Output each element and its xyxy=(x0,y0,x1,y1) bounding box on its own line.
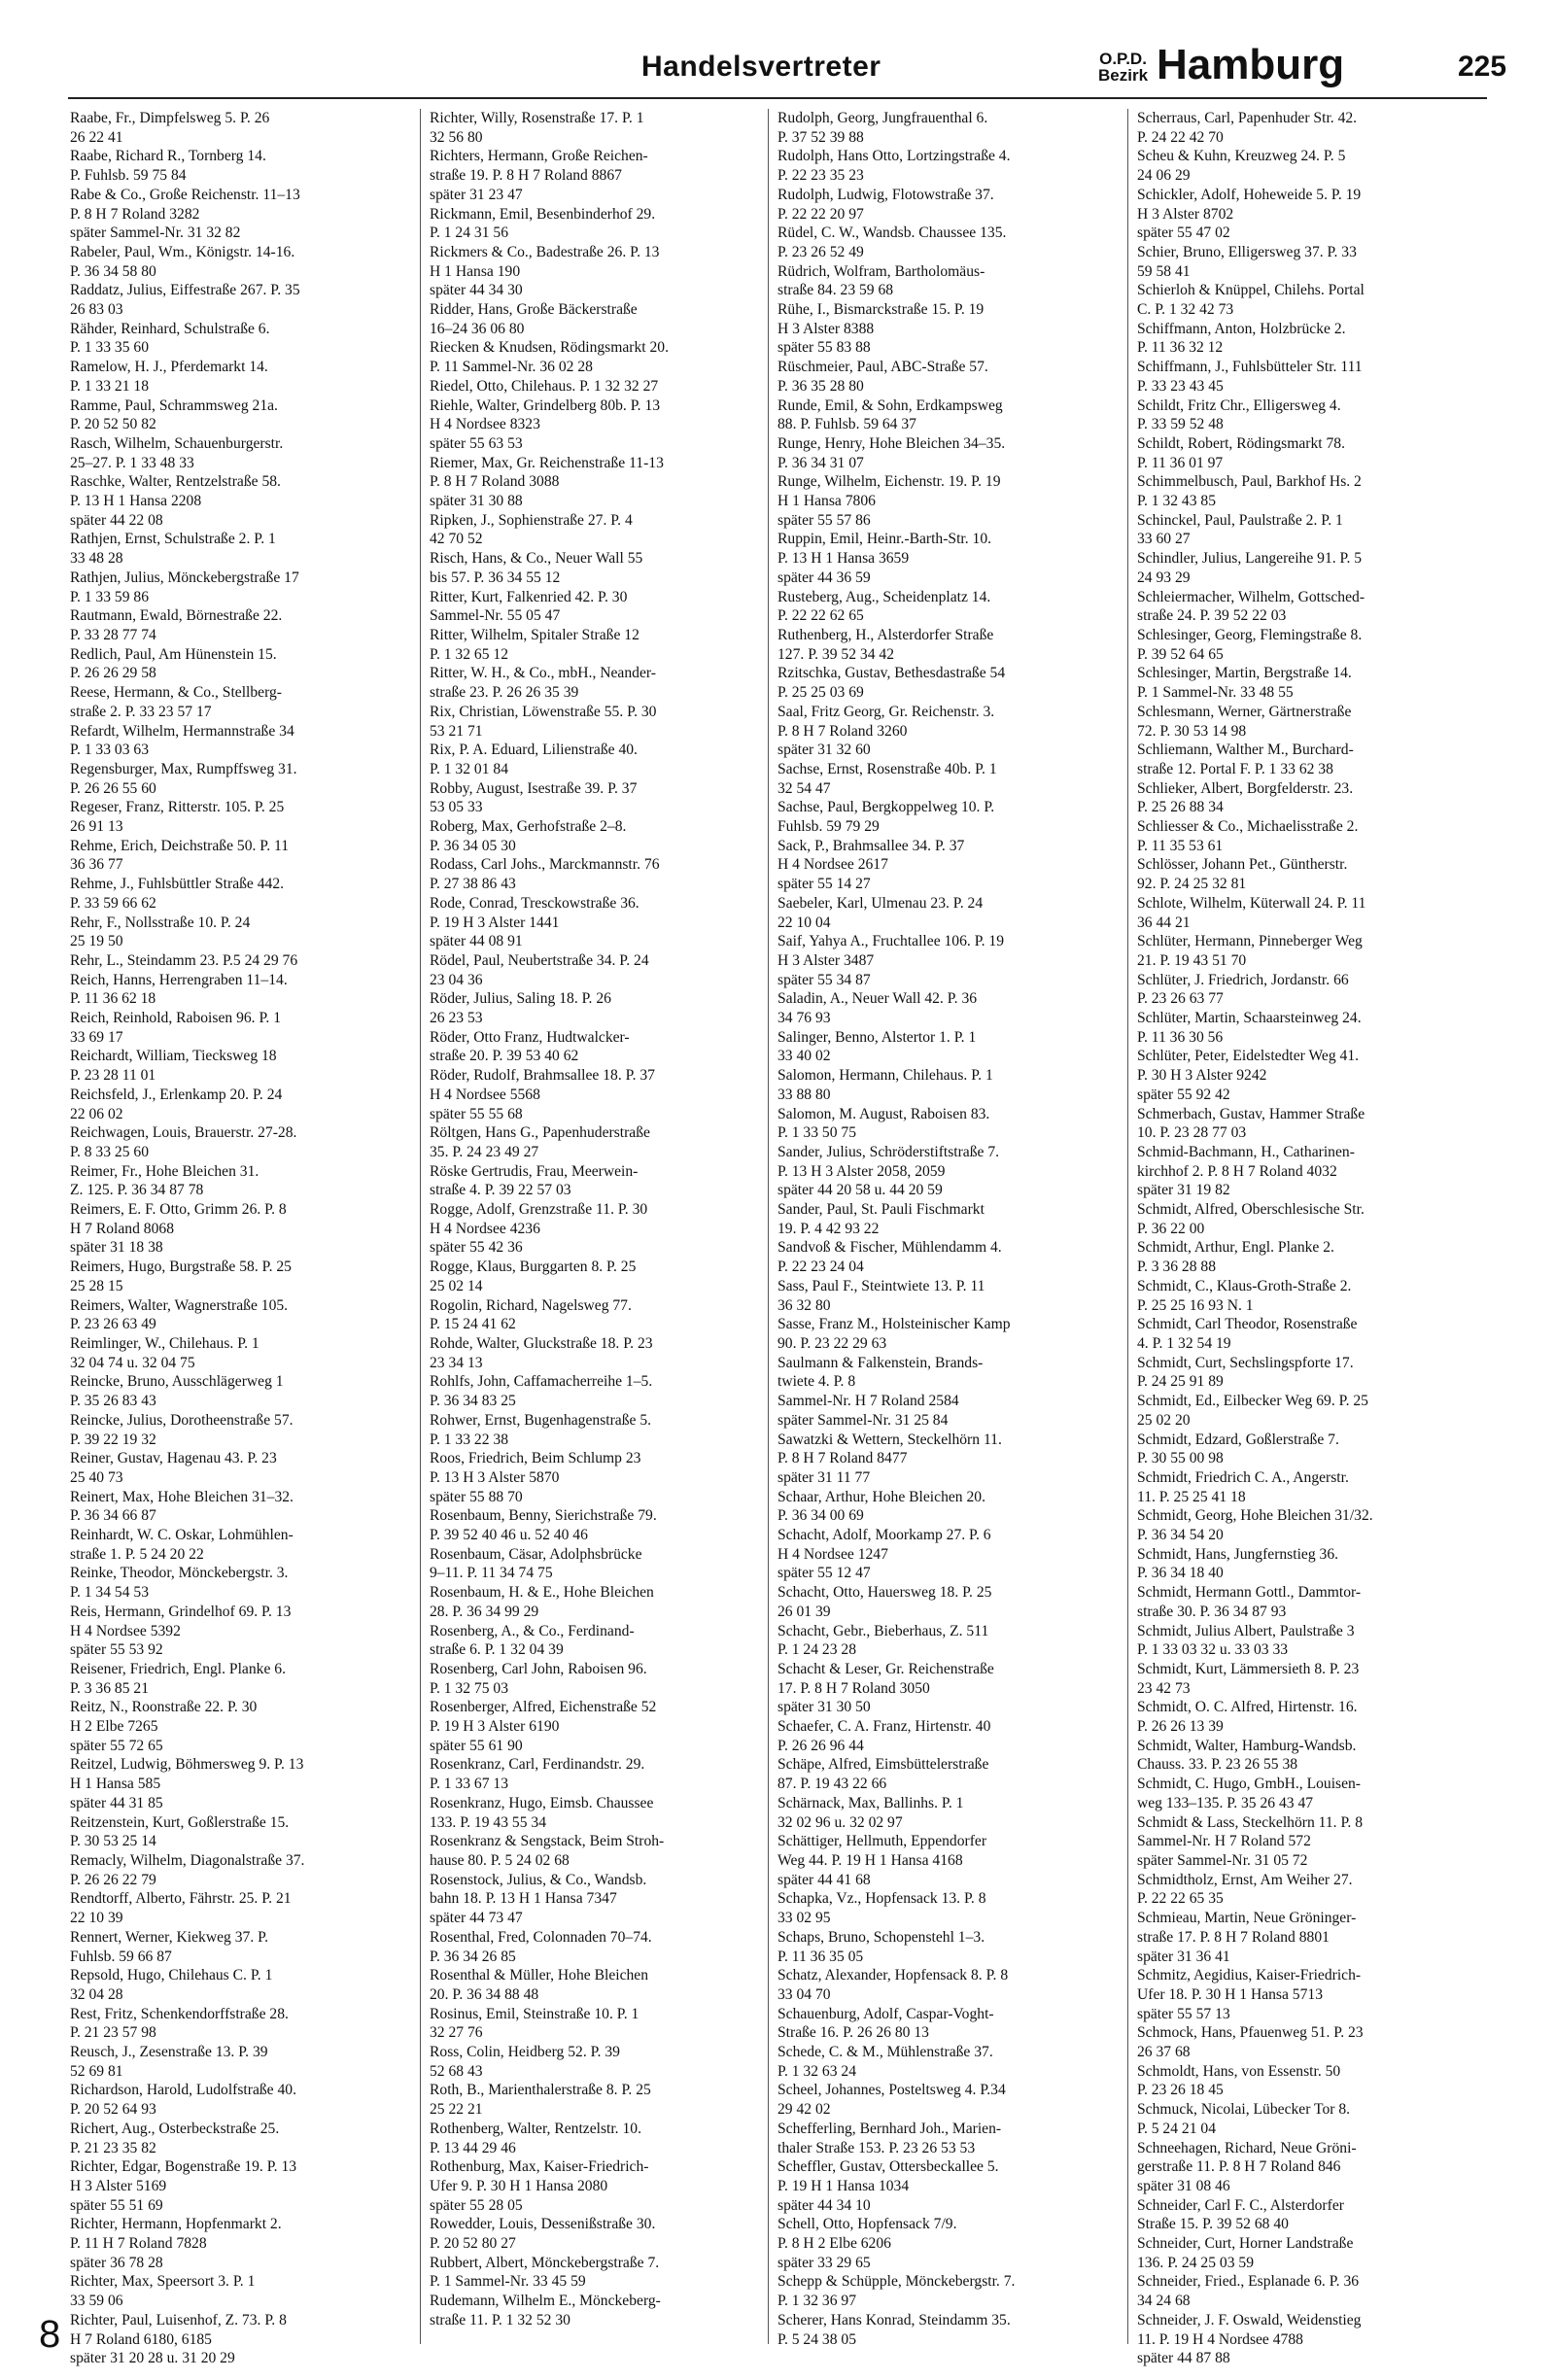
directory-entry: Schlüter, Martin, Schaarsteinweg 24. P. 11 36 30 56 xyxy=(1137,1010,1362,1046)
directory-entry: Rähder, Reinhard, Schulstraße 6. P. 1 33 35 60 xyxy=(70,320,270,357)
directory-entry: Reimers, Walter, Wagnerstraße 105. P. 23 26 63 49 xyxy=(70,1296,289,1333)
directory-entry: Schneider, Fried., Esplanade 6. P. 36 34 24 68 xyxy=(1137,2273,1360,2310)
column-2 xyxy=(430,109,770,2330)
section-title: Handelsvertreter xyxy=(641,51,881,83)
directory-entry: Schmidtholz, Ernst, Am Weiher 27. P. 22 22 65 35 xyxy=(1137,1871,1353,1908)
directory-entry: Reich, Reinhold, Raboisen 96. P. 1 33 69 17 xyxy=(70,1010,282,1046)
directory-entry: Schmidt, Edzard, Goßlerstraße 7. P. 30 55 00 98 xyxy=(1137,1431,1339,1467)
directory-entry: Reimers, Hugo, Burgstraße 58. P. 25 25 28 15 xyxy=(70,1259,292,1294)
column-divider xyxy=(420,109,421,2344)
directory-entry: Scheffler, Gustav, Ottersbeckallee 5. P. 19 H 1 Hansa 1034 später 44 34 10 xyxy=(778,2158,999,2214)
directory-entry: Reimer, Fr., Hohe Bleichen 31. Z. 125. P. 36 34 87 78 xyxy=(70,1162,259,1199)
directory-entry: Schliemann, Walther M., Burchard- straße 12. Portal F. P. 1 33 62 38 xyxy=(1137,742,1354,777)
directory-entry: Ripken, J., Sophienstraße 27. P. 4 42 70 52 xyxy=(430,511,633,548)
directory-entry: Sandvoß & Fischer, Mühlendamm 4. P. 22 23 24 04 xyxy=(778,1239,1002,1276)
directory-entry: Schmitz, Aegidius, Kaiser-Friedrich- Ufer 18. P. 30 H 1 Hansa 5713 später 55 57 13 xyxy=(1137,1967,1362,2022)
signature-number: 8 xyxy=(39,2313,61,2356)
directory-entry: Regensburger, Max, Rumpffsweg 31. P. 26 26 55 60 xyxy=(70,760,297,797)
directory-entry: Richter, Hermann, Hopfenmarkt 2. P. 11 H 7 Roland 7828 später 36 78 28 xyxy=(70,2216,282,2271)
directory-entry: Saulmann & Falkenstein, Brands- twiete 4. P. 8 Sammel-Nr. H 7 Roland 2584 später Sammel-Nr. 31 25 84 xyxy=(778,1354,984,1429)
directory-entry: Richter, Edgar, Bogenstraße 19. P. 13 H 3 Alster 5169 später 55 51 69 xyxy=(70,2158,297,2214)
directory-entry: Röske Gertrudis, Frau, Meerwein- straße 4. P. 39 22 57 03 xyxy=(430,1162,639,1199)
directory-entry: Rödel, Paul, Neubertstraße 34. P. 24 23 04 36 xyxy=(430,951,649,988)
directory-entry: Schmidt, Georg, Hohe Bleichen 31/32. P. 36 34 54 20 xyxy=(1137,1507,1373,1544)
directory-entry: Rosenbaum, Cäsar, Adolphsbrücke 9–11. P. 11 34 74 75 xyxy=(430,1545,642,1582)
directory-entry: Schefferling, Bernhard Joh., Marien- thaler Straße 153. P. 23 26 53 53 xyxy=(778,2120,1002,2156)
directory-entry: Schlüter, Peter, Eidelstedter Weg 41. P. 30 H 3 Alster 9242 später 55 92 42 xyxy=(1137,1048,1360,1103)
directory-entry: Rühe, I., Bismarckstraße 15. P. 19 H 3 Alster 8388 später 55 83 88 xyxy=(778,301,985,357)
directory-entry: Reincke, Julius, Dorotheenstraße 57. P. 39 22 19 32 xyxy=(70,1411,294,1448)
directory-entry: Riecken & Knudsen, Rödingsmarkt 20. P. 11 Sammel-Nr. 36 02 28 xyxy=(430,339,670,376)
directory-entry: Reinhardt, W. C. Oskar, Lohmühlen- straße 1. P. 5 24 20 22 xyxy=(70,1527,294,1563)
directory-entry: Rüdel, C. W., Wandsb. Chaussee 135. P. 23 26 52 49 xyxy=(778,224,1007,260)
directory-entry: Schatz, Alexander, Hopfensack 8. P. 8 33 04 70 xyxy=(778,1967,1009,2003)
directory-entry: Rosinus, Emil, Steinstraße 10. P. 1 32 27 76 xyxy=(430,2005,639,2042)
header-rule xyxy=(68,97,1487,99)
directory-entry: Schmidt, Carl Theodor, Rosenstraße 4. P. 1 32 54 19 xyxy=(1137,1316,1358,1352)
directory-entry: Ritter, Wilhelm, Spitaler Straße 12 P. 1 32 65 12 xyxy=(430,626,639,663)
directory-entry: Schinckel, Paul, Paulstraße 2. P. 1 33 60 27 xyxy=(1137,511,1343,548)
directory-entry: Schacht, Gebr., Bieberhaus, Z. 511 P. 1 24 23 28 xyxy=(778,1622,989,1659)
directory-entry: Roberg, Max, Gerhofstraße 2–8. P. 36 34 05 30 xyxy=(430,818,627,854)
directory-entry: Rogge, Klaus, Burggarten 8. P. 25 25 02 14 xyxy=(430,1259,637,1294)
directory-entry: Rosenstock, Julius, & Co., Wandsb. bahn 18. P. 13 H 1 Hansa 7347 später 44 73 47 xyxy=(430,1871,647,1927)
directory-entry: Regeser, Franz, Ritterstr. 105. P. 25 26 91 13 xyxy=(70,799,285,836)
directory-entry: Saladin, A., Neuer Wall 42. P. 36 34 76 93 xyxy=(778,990,978,1027)
opd-label xyxy=(1098,51,1148,84)
directory-entry: Raabe, Richard R., Tornberg 14. P. Fuhlsb. 59 75 84 xyxy=(70,148,266,185)
directory-entry: Reis, Hermann, Grindelhof 69. P. 13 H 4 Nordsee 5392 später 55 53 92 xyxy=(70,1603,292,1659)
directory-entry: Saif, Yahya A., Fruchtallee 106. P. 19 H 3 Alster 3487 später 55 34 87 xyxy=(778,933,1005,988)
directory-entry: Richter, Paul, Luisenhof, Z. 73. P. 8 H 7 Roland 6180, 6185 später 31 20 28 u. 31 20 29 xyxy=(70,2311,287,2367)
directory-entry: Schindler, Julius, Langereihe 91. P. 5 24 93 29 xyxy=(1137,550,1363,586)
directory-entry: Schildt, Fritz Chr., Elligersweg 4. P. 33 59 52 48 xyxy=(1137,397,1341,433)
directory-entry: Rickmann, Emil, Besenbinderhof 29. P. 1 24 31 56 xyxy=(430,205,656,242)
directory-entry: Schmidt, Hermann Gottl., Dammtor- straße 30. P. 36 34 87 93 xyxy=(1137,1584,1362,1620)
directory-entry: Refardt, Wilhelm, Hermannstraße 34 P. 1 33 03 63 xyxy=(70,722,294,759)
directory-entry: Rabe & Co., Große Reichenstr. 11–13 P. 8 H 7 Roland 3282 später Sammel-Nr. 31 32 82 xyxy=(70,186,300,242)
directory-entry: Röder, Otto Franz, Hudtwalcker- straße 20. P. 39 53 40 62 xyxy=(430,1028,630,1065)
directory-entry: Sander, Paul, St. Pauli Fischmarkt 19. P. 4 42 93 22 xyxy=(778,1201,985,1237)
directory-entry: Runde, Emil, & Sohn, Erdkampsweg 88. P. Fuhlsb. 59 64 37 xyxy=(778,397,1003,433)
directory-entry: Raabe, Fr., Dimpfelsweg 5. P. 26 26 22 41 xyxy=(70,110,270,146)
directory-entry: Ramme, Paul, Schrammsweg 21a. P. 20 52 50 82 xyxy=(70,397,278,433)
directory-entry: Schiffmann, Anton, Holzbrücke 2. P. 11 36 32 12 xyxy=(1137,320,1346,357)
directory-entry: Rudemann, Wilhelm E., Mönckeberg- straße 11. P. 1 32 52 30 xyxy=(430,2293,661,2328)
directory-entry: Rüschmeier, Paul, ABC-Straße 57. P. 36 35 28 80 xyxy=(778,359,988,395)
directory-entry: Raschke, Walter, Rentzelstraße 58. P. 13 H 1 Hansa 2208 später 44 22 08 xyxy=(70,473,281,529)
directory-entry: Sass, Paul F., Steintwiete 13. P. 11 36 32 80 xyxy=(778,1277,985,1314)
directory-entry: Runge, Henry, Hohe Bleichen 34–35. P. 36 34 31 07 xyxy=(778,434,1006,471)
directory-entry: Schmuck, Nicolai, Lübecker Tor 8. P. 5 24 21 04 xyxy=(1137,2101,1351,2137)
directory-entry: Saebeler, Karl, Ulmenau 23. P. 24 22 10 04 xyxy=(778,894,984,931)
directory-entry: Reese, Hermann, & Co., Stellberg- straße 2. P. 33 23 57 17 xyxy=(70,684,282,720)
directory-entry: Reusch, J., Zesenstraße 13. P. 39 52 69 81 xyxy=(70,2044,268,2080)
directory-entry: Schmidt, Kurt, Lämmersieth 8. P. 23 23 42 73 xyxy=(1137,1660,1360,1697)
directory-entry: Schmock, Hans, Pfauenweg 51. P. 23 26 37 68 xyxy=(1137,2024,1364,2061)
directory-entry: Schmidt, Friedrich C. A., Angerstr. 11. P. 25 25 41 18 xyxy=(1137,1468,1349,1505)
directory-entry: Rosenthal & Müller, Hohe Bleichen 20. P. 36 34 88 48 xyxy=(430,1967,649,2003)
directory-entry: Schmid-Bachmann, H., Catharinen- kirchhof 2. P. 8 H 7 Roland 4032 später 31 19 82 xyxy=(1137,1143,1355,1199)
directory-entry: Schmidt, Walter, Hamburg-Wandsb. Chauss. 33. P. 23 26 55 38 xyxy=(1137,1737,1357,1774)
directory-entry: Schmidt, Julius Albert, Paulstraße 3 P. 1 33 03 32 u. 33 03 33 xyxy=(1137,1622,1355,1659)
directory-entry: Sack, P., Brahmsallee 34. P. 37 H 4 Nordsee 2617 später 55 14 27 xyxy=(778,837,965,893)
directory-entry: Schacht & Leser, Gr. Reichenstraße 17. P. 8 H 7 Roland 3050 später 31 30 50 xyxy=(778,1660,994,1716)
directory-entry: Runge, Wilhelm, Eichenstr. 19. P. 19 H 1 Hansa 7806 später 55 57 86 xyxy=(778,473,1001,529)
directory-entry: Reitzenstein, Kurt, Goßlerstraße 15. P. 30 53 25 14 xyxy=(70,1813,290,1850)
directory-entry: Schier, Bruno, Elligersweg 37. P. 33 59 58 41 xyxy=(1137,243,1357,280)
directory-entry: Rosenberger, Alfred, Eichenstraße 52 P. 19 H 3 Alster 6190 später 55 61 90 xyxy=(430,1699,657,1754)
directory-entry: Reincke, Bruno, Ausschlägerweg 1 P. 35 26 83 43 xyxy=(70,1373,284,1410)
directory-entry: Schiffmann, J., Fuhlsbütteler Str. 111 P. 33 23 43 45 xyxy=(1137,359,1363,395)
directory-entry: Ramelow, H. J., Pferdemarkt 14. P. 1 33 21 18 xyxy=(70,359,268,395)
directory-entry: Richter, Max, Speersort 3. P. 1 33 59 06 xyxy=(70,2273,256,2310)
directory-entry: Rix, Christian, Löwenstraße 55. P. 30 53 21 71 xyxy=(430,703,657,740)
directory-entry: Schacht, Adolf, Moorkamp 27. P. 6 H 4 Nordsee 1247 später 55 12 47 xyxy=(778,1527,991,1582)
directory-entry: Reimers, E. F. Otto, Grimm 26. P. 8 H 7 Roland 8068 später 31 18 38 xyxy=(70,1201,287,1257)
directory-entry: Roth, B., Marienthalerstraße 8. P. 25 25 22 21 xyxy=(430,2082,651,2119)
directory-entry: Ross, Colin, Heidberg 52. P. 39 52 68 43 xyxy=(430,2044,620,2080)
directory-entry: Remacly, Wilhelm, Diagonalstraße 37. P. 26 26 22 79 xyxy=(70,1851,305,1888)
directory-entry: Rosenberg, A., & Co., Ferdinand- straße 6. P. 1 32 04 39 xyxy=(430,1622,635,1659)
directory-entry: Reinert, Max, Hohe Bleichen 31–32. P. 36 34 66 87 xyxy=(70,1488,294,1525)
directory-entry: Salinger, Benno, Alstertor 1. P. 1 33 40 02 xyxy=(778,1028,977,1065)
directory-entry: Röder, Rudolf, Brahmsallee 18. P. 37 H 4 Nordsee 5568 später 55 55 68 xyxy=(430,1067,655,1122)
directory-entry: Schlesmann, Werner, Gärtnerstraße 72. P. 30 53 14 98 xyxy=(1137,703,1352,740)
directory-entry: Rendtorff, Alberto, Fährstr. 25. P. 21 22 10 39 xyxy=(70,1890,292,1927)
directory-entry: Sawatzki & Wettern, Steckelhörn 11. P. 8 H 7 Roland 8477 später 31 11 77 xyxy=(778,1431,1002,1486)
directory-entry: Schneider, J. F. Oswald, Weidenstieg 11. P. 19 H 4 Nordsee 4788 später 44 87 88 xyxy=(1137,2311,1362,2367)
directory-entry: Rosenkranz, Carl, Ferdinandstr. 29. P. 1 33 67 13 xyxy=(430,1756,645,1793)
directory-entry: Ritter, W. H., & Co., mbH., Neander- straße 23. P. 26 26 35 39 xyxy=(430,665,656,702)
directory-entry: Rasch, Wilhelm, Schauenburgerstr. 25–27. P. 1 33 48 33 xyxy=(70,434,284,471)
directory-entry: Rosenbaum, H. & E., Hohe Bleichen 28. P. 36 34 99 29 xyxy=(430,1584,654,1620)
directory-entry: Rix, P. A. Eduard, Lilienstraße 40. P. 1 32 01 84 xyxy=(430,742,638,777)
directory-entry: Raddatz, Julius, Eiffestraße 267. P. 35 26 83 03 xyxy=(70,282,300,319)
directory-entry: Rohde, Walter, Gluckstraße 18. P. 23 23 34 13 xyxy=(430,1335,653,1371)
directory-entry: Schneehagen, Richard, Neue Gröni- gerstraße 11. P. 8 H 7 Roland 846 später 31 08 46 xyxy=(1137,2139,1357,2194)
directory-entry: Reichwagen, Louis, Brauerstr. 27-28. P. 8 33 25 60 xyxy=(70,1124,297,1160)
directory-entry: Schmieau, Martin, Neue Gröninger- straße 17. P. 8 H 7 Roland 8801 später 31 36 41 xyxy=(1137,1910,1357,1965)
directory-entry: Schlote, Wilhelm, Küterwall 24. P. 11 36 44 21 xyxy=(1137,894,1366,931)
directory-entry: Reich, Hanns, Herrengraben 11–14. P. 11 36 62 18 xyxy=(70,971,288,1008)
column-4 xyxy=(1137,109,1477,2368)
directory-entry: Reimlinger, W., Chilehaus. P. 1 32 04 74 u. 32 04 75 xyxy=(70,1335,259,1371)
directory-entry: Schärnack, Max, Ballinhs. P. 1 32 02 96 u. 32 02 97 xyxy=(778,1794,964,1831)
directory-entry: Ritter, Kurt, Falkenried 42. P. 30 Sammel-Nr. 55 05 47 xyxy=(430,588,628,625)
directory-entry: Schmoldt, Hans, von Essenstr. 50 P. 23 26 18 45 xyxy=(1137,2062,1341,2099)
directory-entry: Risch, Hans, & Co., Neuer Wall 55 bis 57. P. 36 34 55 12 xyxy=(430,550,643,586)
directory-entry: Rautmann, Ewald, Börnestraße 22. P. 33 28 77 74 xyxy=(70,607,283,643)
directory-entry: Rudolph, Ludwig, Flotowstraße 37. P. 22 22 20 97 xyxy=(778,186,994,223)
column-3 xyxy=(778,109,1118,2349)
directory-entry: Salomon, M. August, Raboisen 83. P. 1 33 50 75 xyxy=(778,1105,990,1142)
directory-entry: Riemer, Max, Gr. Reichenstraße 11-13 P. 8 H 7 Roland 3088 später 31 30 88 xyxy=(430,454,664,510)
opd-abbrev: O.P.D. xyxy=(1099,50,1147,68)
column-1 xyxy=(70,109,410,2368)
directory-entry: Rudolph, Georg, Jungfrauenthal 6. P. 37 52 39 88 xyxy=(778,110,988,146)
directory-entry: Riehle, Walter, Grindelberg 80b. P. 13 H 4 Nordsee 8323 später 55 63 53 xyxy=(430,397,661,452)
directory-entry: Schlüter, J. Friedrich, Jordanstr. 66 P. 23 26 63 77 xyxy=(1137,971,1349,1008)
directory-entry: Rubbert, Albert, Mönckebergstraße 7. P. 1 Sammel-Nr. 33 45 59 xyxy=(430,2254,660,2291)
directory-entry: Schmidt, O. C. Alfred, Hirtenstr. 16. P. 26 26 13 39 xyxy=(1137,1699,1358,1736)
column-divider xyxy=(1127,109,1128,2344)
directory-entry: Rogolin, Richard, Nagelsweg 77. P. 15 24 41 62 xyxy=(430,1296,632,1333)
directory-entry: Rothenberg, Walter, Rentzelstr. 10. P. 13 44 29 46 xyxy=(430,2120,641,2156)
directory-entry: Schleiermacher, Wilhelm, Gottsched- straße 24. P. 39 52 22 03 xyxy=(1137,588,1365,625)
directory-entry: Rosenbaum, Benny, Sierichstraße 79. P. 39 52 40 46 u. 52 40 46 xyxy=(430,1507,657,1544)
directory-entry: Schmidt, C., Klaus-Groth-Straße 2. P. 25 25 16 93 N. 1 xyxy=(1137,1277,1352,1314)
directory-entry: Reisener, Friedrich, Engl. Planke 6. P. 3 36 85 21 xyxy=(70,1660,286,1697)
directory-entry: Schliesser & Co., Michaelisstraße 2. P. 11 35 53 61 xyxy=(1137,818,1359,854)
directory-entry: Saal, Fritz Georg, Gr. Reichenstr. 3. P. 8 H 7 Roland 3260 später 31 32 60 xyxy=(778,703,995,759)
bezirk-label: Bezirk xyxy=(1098,66,1149,85)
directory-entry: Roos, Friedrich, Beim Schlump 23 P. 13 H 3 Alster 5870 später 55 88 70 xyxy=(430,1450,641,1505)
directory-entry: Reitz, N., Roonstraße 22. P. 30 H 2 Elbe 7265 später 55 72 65 xyxy=(70,1699,258,1754)
directory-entry: Schmidt, Ed., Eilbecker Weg 69. P. 25 25 02 20 xyxy=(1137,1393,1368,1429)
directory-entry: Röltgen, Hans G., Papenhuderstraße 35. P. 24 23 49 27 xyxy=(430,1124,650,1160)
directory-entry: Schlesinger, Martin, Bergstraße 14. P. 1 Sammel-Nr. 33 48 55 xyxy=(1137,665,1352,702)
directory-entry: Schmidt, Hans, Jungfernstieg 36. P. 36 34 18 40 xyxy=(1137,1545,1339,1582)
directory-entry: Schepp & Schüpple, Mönckebergstr. 7. P. 1 32 36 97 xyxy=(778,2273,1016,2310)
directory-entry: Scherraus, Carl, Papenhuder Str. 42. P. 24 22 42 70 xyxy=(1137,110,1358,146)
directory-entry: Schaar, Arthur, Hohe Bleichen 20. P. 36 34 00 69 xyxy=(778,1488,985,1525)
directory-entry: Sander, Julius, Schröderstiftstraße 7. P. 13 H 3 Alster 2058, 2059 später 44 20 58 u. 44 20 59 xyxy=(778,1143,1000,1199)
column-divider xyxy=(768,109,769,2344)
directory-entry: Rickmers & Co., Badestraße 26. P. 13 H 1 Hansa 190 später 44 34 30 xyxy=(430,243,660,299)
directory-entry: Rehme, Erich, Deichstraße 50. P. 11 36 36 77 xyxy=(70,837,290,874)
directory-entry: Rohlfs, John, Caffamacherreihe 1–5. P. 36 34 83 25 xyxy=(430,1373,653,1410)
directory-entry: Rohwer, Ernst, Bugenhagenstraße 5. P. 1 33 22 38 xyxy=(430,1411,652,1448)
directory-entry: Richter, Willy, Rosenstraße 17. P. 1 32 56 80 xyxy=(430,110,644,146)
directory-entry: Sachse, Ernst, Rosenstraße 40b. P. 1 32 54 47 xyxy=(778,760,997,797)
directory-entry: Schmidt, Curt, Sechslingspforte 17. P. 24 25 91 89 xyxy=(1137,1354,1354,1391)
directory-entry: Reichsfeld, J., Erlenkamp 20. P. 24 22 06 02 xyxy=(70,1086,283,1122)
directory-entry: Ruppin, Emil, Heinr.-Barth-Str. 10. P. 13 H 1 Hansa 3659 später 44 36 59 xyxy=(778,531,992,586)
directory-entry: Schlesinger, Georg, Flemingstraße 8. P. 39 52 64 65 xyxy=(1137,626,1363,663)
directory-entry: Richardson, Harold, Ludolfstraße 40. P. 20 52 64 93 xyxy=(70,2082,296,2119)
directory-entry: Rode, Conrad, Tresckowstraße 36. P. 19 H 3 Alster 1441 später 44 08 91 xyxy=(430,894,639,950)
directory-entry: Schäpe, Alfred, Eimsbüttelerstraße 87. P. 19 43 22 66 xyxy=(778,1756,989,1793)
directory-entry: Rüdrich, Wolfram, Bartholomäus- straße 84. 23 59 68 xyxy=(778,262,985,299)
directory-entry: Schaps, Bruno, Schopenstehl 1–3. P. 11 36 35 05 xyxy=(778,1928,985,1965)
directory-entry: Schmidt, C. Hugo, GmbH., Louisen- weg 133–135. P. 35 26 43 47 xyxy=(1137,1776,1362,1811)
directory-entry: Reinke, Theodor, Mönckebergstr. 3. P. 1 34 54 53 xyxy=(70,1565,289,1602)
directory-entry: Schmidt, Alfred, Oberschlesische Str. P. 36 22 00 xyxy=(1137,1201,1365,1237)
directory-entry: Schauenburg, Adolf, Caspar-Voght- Straße 16. P. 26 26 80 13 xyxy=(778,2005,994,2042)
directory-entry: Rosenberg, Carl John, Raboisen 96. P. 1 32 75 03 xyxy=(430,1660,647,1697)
directory-entry: Schmidt & Lass, Steckelhörn 11. P. 8 Sammel-Nr. H 7 Roland 572 später Sammel-Nr. 31 05 72 xyxy=(1137,1813,1364,1869)
page-number: 225 xyxy=(1458,51,1507,83)
directory-entry: Rudolph, Hans Otto, Lortzingstraße 4. P. 22 23 35 23 xyxy=(778,148,1011,185)
directory-entry: Schimmelbusch, Paul, Barkhof Hs. 2 P. 1 32 43 85 xyxy=(1137,473,1362,510)
directory-entry: Schede, C. & M., Mühlenstraße 37. P. 1 32 63 24 xyxy=(778,2044,993,2080)
directory-entry: Rehme, J., Fuhlsbüttler Straße 442. P. 33 59 66 62 xyxy=(70,876,285,912)
directory-entry: Schaefer, C. A. Franz, Hirtenstr. 40 P. 26 26 96 44 xyxy=(778,1718,991,1754)
directory-entry: Rennert, Werner, Kiekweg 37. P. Fuhlsb. 59 66 87 xyxy=(70,1928,268,1965)
directory-entry: Ruthenberg, H., Alsterdorfer Straße 127. P. 39 52 34 42 xyxy=(778,626,994,663)
directory-entry: Richters, Hermann, Große Reichen- straße 19. P. 8 H 7 Roland 8867 später 31 23 47 xyxy=(430,148,648,203)
directory-entry: Schättiger, Hellmuth, Eppendorfer Weg 44. P. 19 H 1 Hansa 4168 später 44 41 68 xyxy=(778,1833,987,1888)
directory-entry: Rabeler, Paul, Wm., Königstr. 14-16. P. 36 34 58 80 xyxy=(70,243,295,280)
directory-entry: Reitzel, Ludwig, Böhmersweg 9. P. 13 H 1 Hansa 585 später 44 31 85 xyxy=(70,1756,304,1811)
directory-entry: Schildt, Robert, Rödingsmarkt 78. P. 11 36 01 97 xyxy=(1137,434,1345,471)
directory-entry: Rzitschka, Gustav, Bethesdastraße 54 P. 25 25 03 69 xyxy=(778,665,1006,702)
directory-entry: Rodass, Carl Johs., Marckmannstr. 76 P. 27 38 86 43 xyxy=(430,856,660,893)
directory-entry: Rathjen, Julius, Mönckebergstraße 17 P. 1 33 59 86 xyxy=(70,569,299,605)
directory-entry: Rathjen, Ernst, Schulstraße 2. P. 1 33 48 28 xyxy=(70,531,276,568)
directory-entry: Schlüter, Hermann, Pinneberger Weg 21. P. 19 43 51 70 xyxy=(1137,933,1363,969)
directory-entry: Rest, Fritz, Schenkendorffstraße 28. P. 21 23 57 98 xyxy=(70,2005,289,2042)
directory-entry: Schlösser, Johann Pet., Güntherstr. 92. P. 24 25 32 81 xyxy=(1137,856,1348,893)
directory-entry: Schell, Otto, Hopfensack 7/9. P. 8 H 2 Elbe 6206 später 33 29 65 xyxy=(778,2216,957,2271)
directory-entry: Rosenthal, Fred, Colonnaden 70–74. P. 36 34 26 85 xyxy=(430,1928,652,1965)
directory-entry: Rogge, Adolf, Grenzstraße 11. P. 30 H 4 Nordsee 4236 später 55 42 36 xyxy=(430,1201,648,1257)
directory-entry: Schmerbach, Gustav, Hammer Straße 10. P. 23 28 77 03 xyxy=(1137,1105,1365,1142)
directory-entry: Schacht, Otto, Hauersweg 18. P. 25 26 01 39 xyxy=(778,1584,992,1620)
directory-entry: Rowedder, Louis, Dessenißstraße 30. P. 20 52 80 27 xyxy=(430,2216,656,2253)
directory-entry: Rosenkranz & Sengstack, Beim Stroh- hause 80. P. 5 24 02 68 xyxy=(430,1833,665,1869)
city-title: Hamburg xyxy=(1157,41,1345,88)
directory-entry: Schneider, Carl F. C., Alsterdorfer Straße 15. P. 39 52 68 40 xyxy=(1137,2196,1344,2233)
directory-entry: Reichardt, William, Tiecksweg 18 P. 23 28 11 01 xyxy=(70,1048,277,1085)
directory-entry: Rosenkranz, Hugo, Eimsb. Chaussee 133. P. 19 43 55 34 xyxy=(430,1794,654,1831)
directory-entry: Schierloh & Knüppel, Chilehs. Portal C. P. 1 32 42 73 xyxy=(1137,282,1365,319)
directory-entry: Sasse, Franz M., Holsteinischer Kamp 90. P. 23 22 29 63 xyxy=(778,1316,1011,1352)
directory-entry: Redlich, Paul, Am Hünenstein 15. P. 26 26 29 58 xyxy=(70,645,277,682)
directory-entry: Röder, Julius, Saling 18. P. 26 26 23 53 xyxy=(430,990,611,1027)
directory-entry: Robby, August, Isestraße 39. P. 37 53 05 33 xyxy=(430,779,638,816)
directory-entry: Repsold, Hugo, Chilehaus C. P. 1 32 04 28 xyxy=(70,1967,273,2003)
directory-entry: Reiner, Gustav, Hagenau 43. P. 23 25 40 73 xyxy=(70,1450,277,1486)
directory-entry: Scherer, Hans Konrad, Steindamm 35. P. 5 24 38 05 xyxy=(778,2311,1011,2348)
directory-entry: Rothenburg, Max, Kaiser-Friedrich- Ufer 9. P. 30 H 1 Hansa 2080 später 55 28 05 xyxy=(430,2158,649,2214)
directory-entry: Rusteberg, Aug., Scheidenplatz 14. P. 22 22 62 65 xyxy=(778,588,991,625)
directory-entry: Richert, Aug., Osterbeckstraße 25. P. 21 23 35 82 xyxy=(70,2120,280,2156)
directory-entry: Scheu & Kuhn, Kreuzweg 24. P. 5 24 06 29 xyxy=(1137,148,1346,185)
directory-entry: Ridder, Hans, Große Bäckerstraße 16–24 36 06 80 xyxy=(430,301,638,337)
directory-entry: Sachse, Paul, Bergkoppelweg 10. P. Fuhlsb. 59 79 29 xyxy=(778,799,995,836)
directory-entry: Schmidt, Arthur, Engl. Planke 2. P. 3 36 28 88 xyxy=(1137,1239,1334,1276)
directory-entry: Scheel, Johannes, Posteltsweg 4. P.34 29 42 02 xyxy=(778,2082,1006,2119)
directory-entry: Rehr, F., Nollsstraße 10. P. 24 25 19 50 xyxy=(70,914,251,950)
directory-entry: Schlieker, Albert, Borgfelderstr. 23. P. 25 26 88 34 xyxy=(1137,779,1354,816)
directory-entry: Salomon, Hermann, Chilehaus. P. 1 33 88 80 xyxy=(778,1067,993,1103)
directory-entry: Schapka, Vz., Hopfensack 13. P. 8 33 02 95 xyxy=(778,1890,986,1927)
directory-entry: Schickler, Adolf, Hoheweide 5. P. 19 H 3 Alster 8702 später 55 47 02 xyxy=(1137,186,1362,242)
directory-entry: Rehr, L., Steindamm 23. P.5 24 29 76 xyxy=(70,951,298,969)
directory-entry: Schneider, Curt, Horner Landstraße 136. P. 24 25 03 59 xyxy=(1137,2235,1354,2271)
directory-entry: Riedel, Otto, Chilehaus. P. 1 32 32 27 xyxy=(430,377,659,395)
